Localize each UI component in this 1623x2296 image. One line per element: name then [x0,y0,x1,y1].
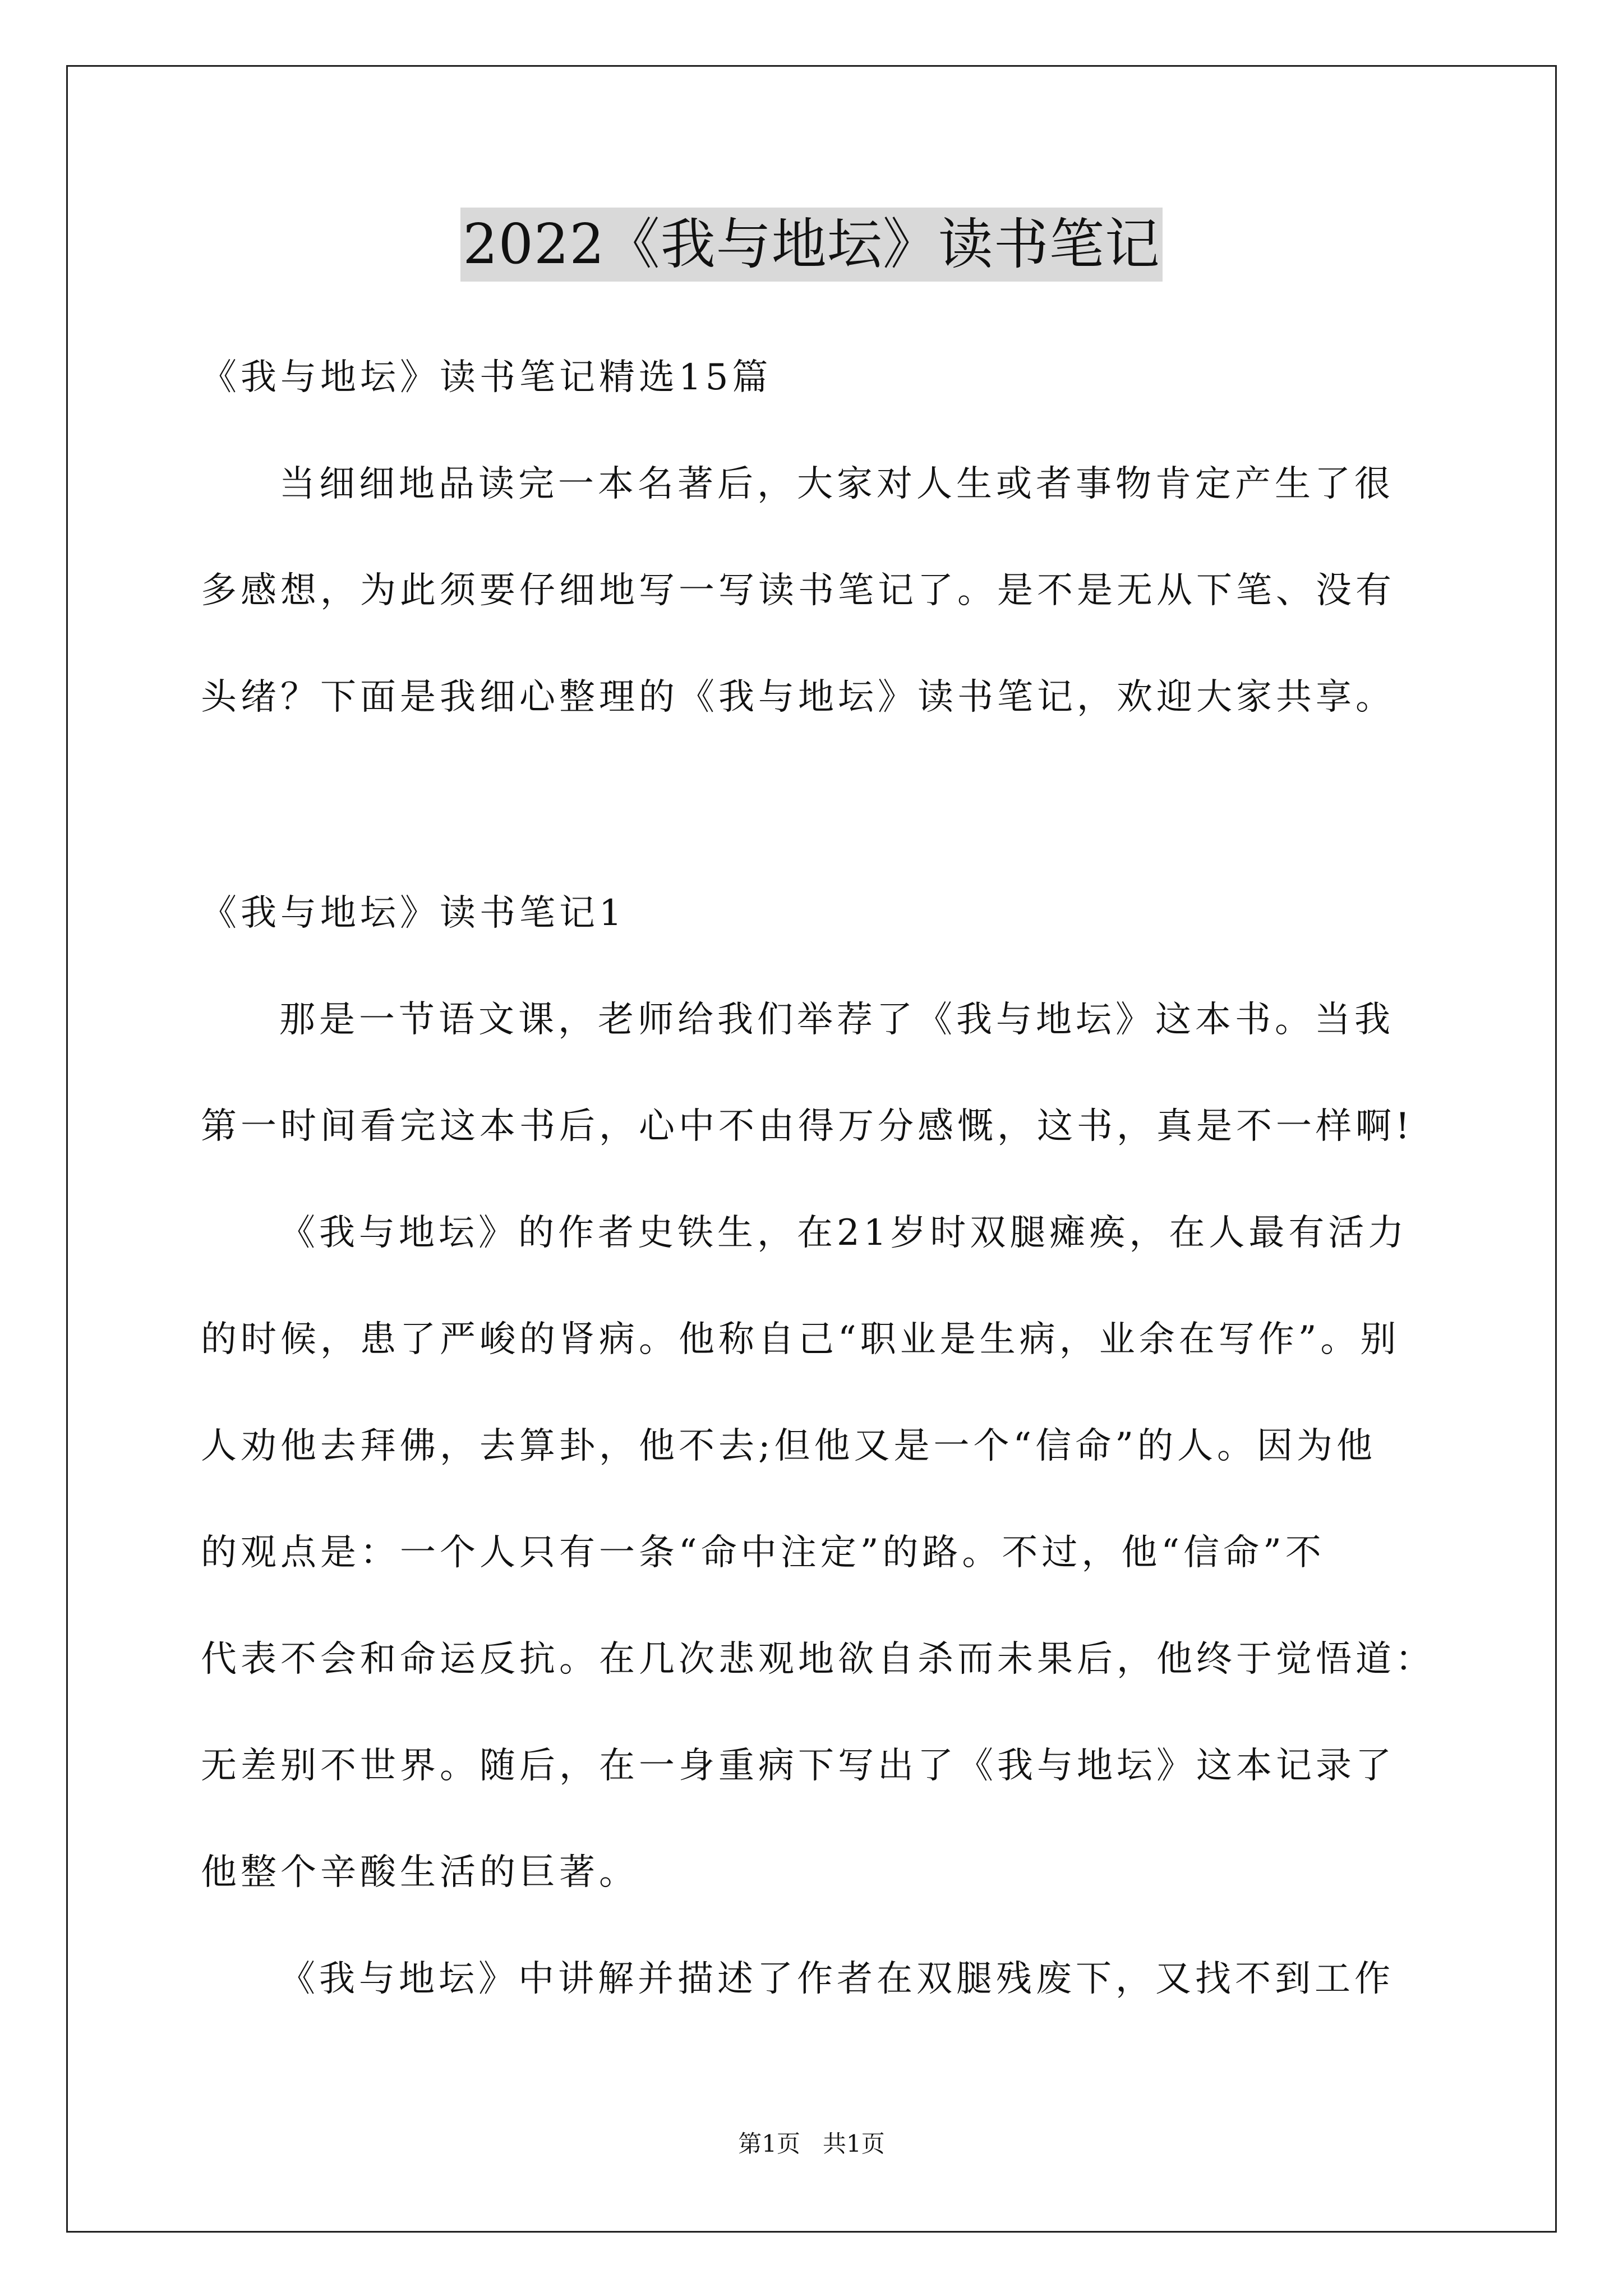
body-line: 《我与地坛》中讲解并描述了作者在双腿残废下，又找不到工作 [279,1958,1394,2000]
body-line: 第一时间看完这本书后，心中不由得万分感慨，这书，真是不一样啊! [201,1106,1414,1147]
body-line: 那是一节语文课，老师给我们举荐了《我与地坛》这本书。当我 [279,999,1394,1041]
intro-line: 头绪？下面是我细心整理的《我与地坛》读书笔记，欢迎大家共享。 [201,677,1395,718]
page-footer [0,2127,1623,2161]
page-total: 共1页 [823,2130,885,2157]
section-heading: 《我与地坛》读书笔记1 [201,892,626,934]
body-line: 的观点是：一个人只有一条“命中注定”的路。不过，他“信命”不 [201,1532,1325,1573]
intro-line: 多感想，为此须要仔细地写一写读书笔记了。是不是无从下笔、没有 [201,570,1395,611]
body-line: 《我与地坛》的作者史铁生，在21岁时双腿瘫痪，在人最有活力 [279,1212,1408,1254]
document-title: 2022《我与地坛》读书笔记 [460,208,1162,282]
body-line: 的时候，患了严峻的肾病。他称自己“职业是生病，业余在写作”。别 [201,1319,1400,1360]
intro-line: 当细细地品读完一本名著后，大家对人生或者事物肯定产生了很 [279,463,1394,505]
body-line: 代表不会和命运反抗。在几次悲观地欲自杀而未果后，他终于觉悟道： [201,1639,1435,1680]
body-line: 无差别不世界。随后，在一身重病下写出了《我与地坛》这本记录了 [201,1745,1395,1787]
body-line: 他整个辛酸生活的巨著。 [201,1852,639,1893]
page-number: 第1页 [738,2130,800,2157]
subtitle: 《我与地坛》读书笔记精选15篇 [201,357,772,398]
body-line: 人劝他去拜佛，去算卦，他不去;但他又是一个“信命”的人。因为他 [201,1425,1376,1467]
title-container [0,208,1623,282]
